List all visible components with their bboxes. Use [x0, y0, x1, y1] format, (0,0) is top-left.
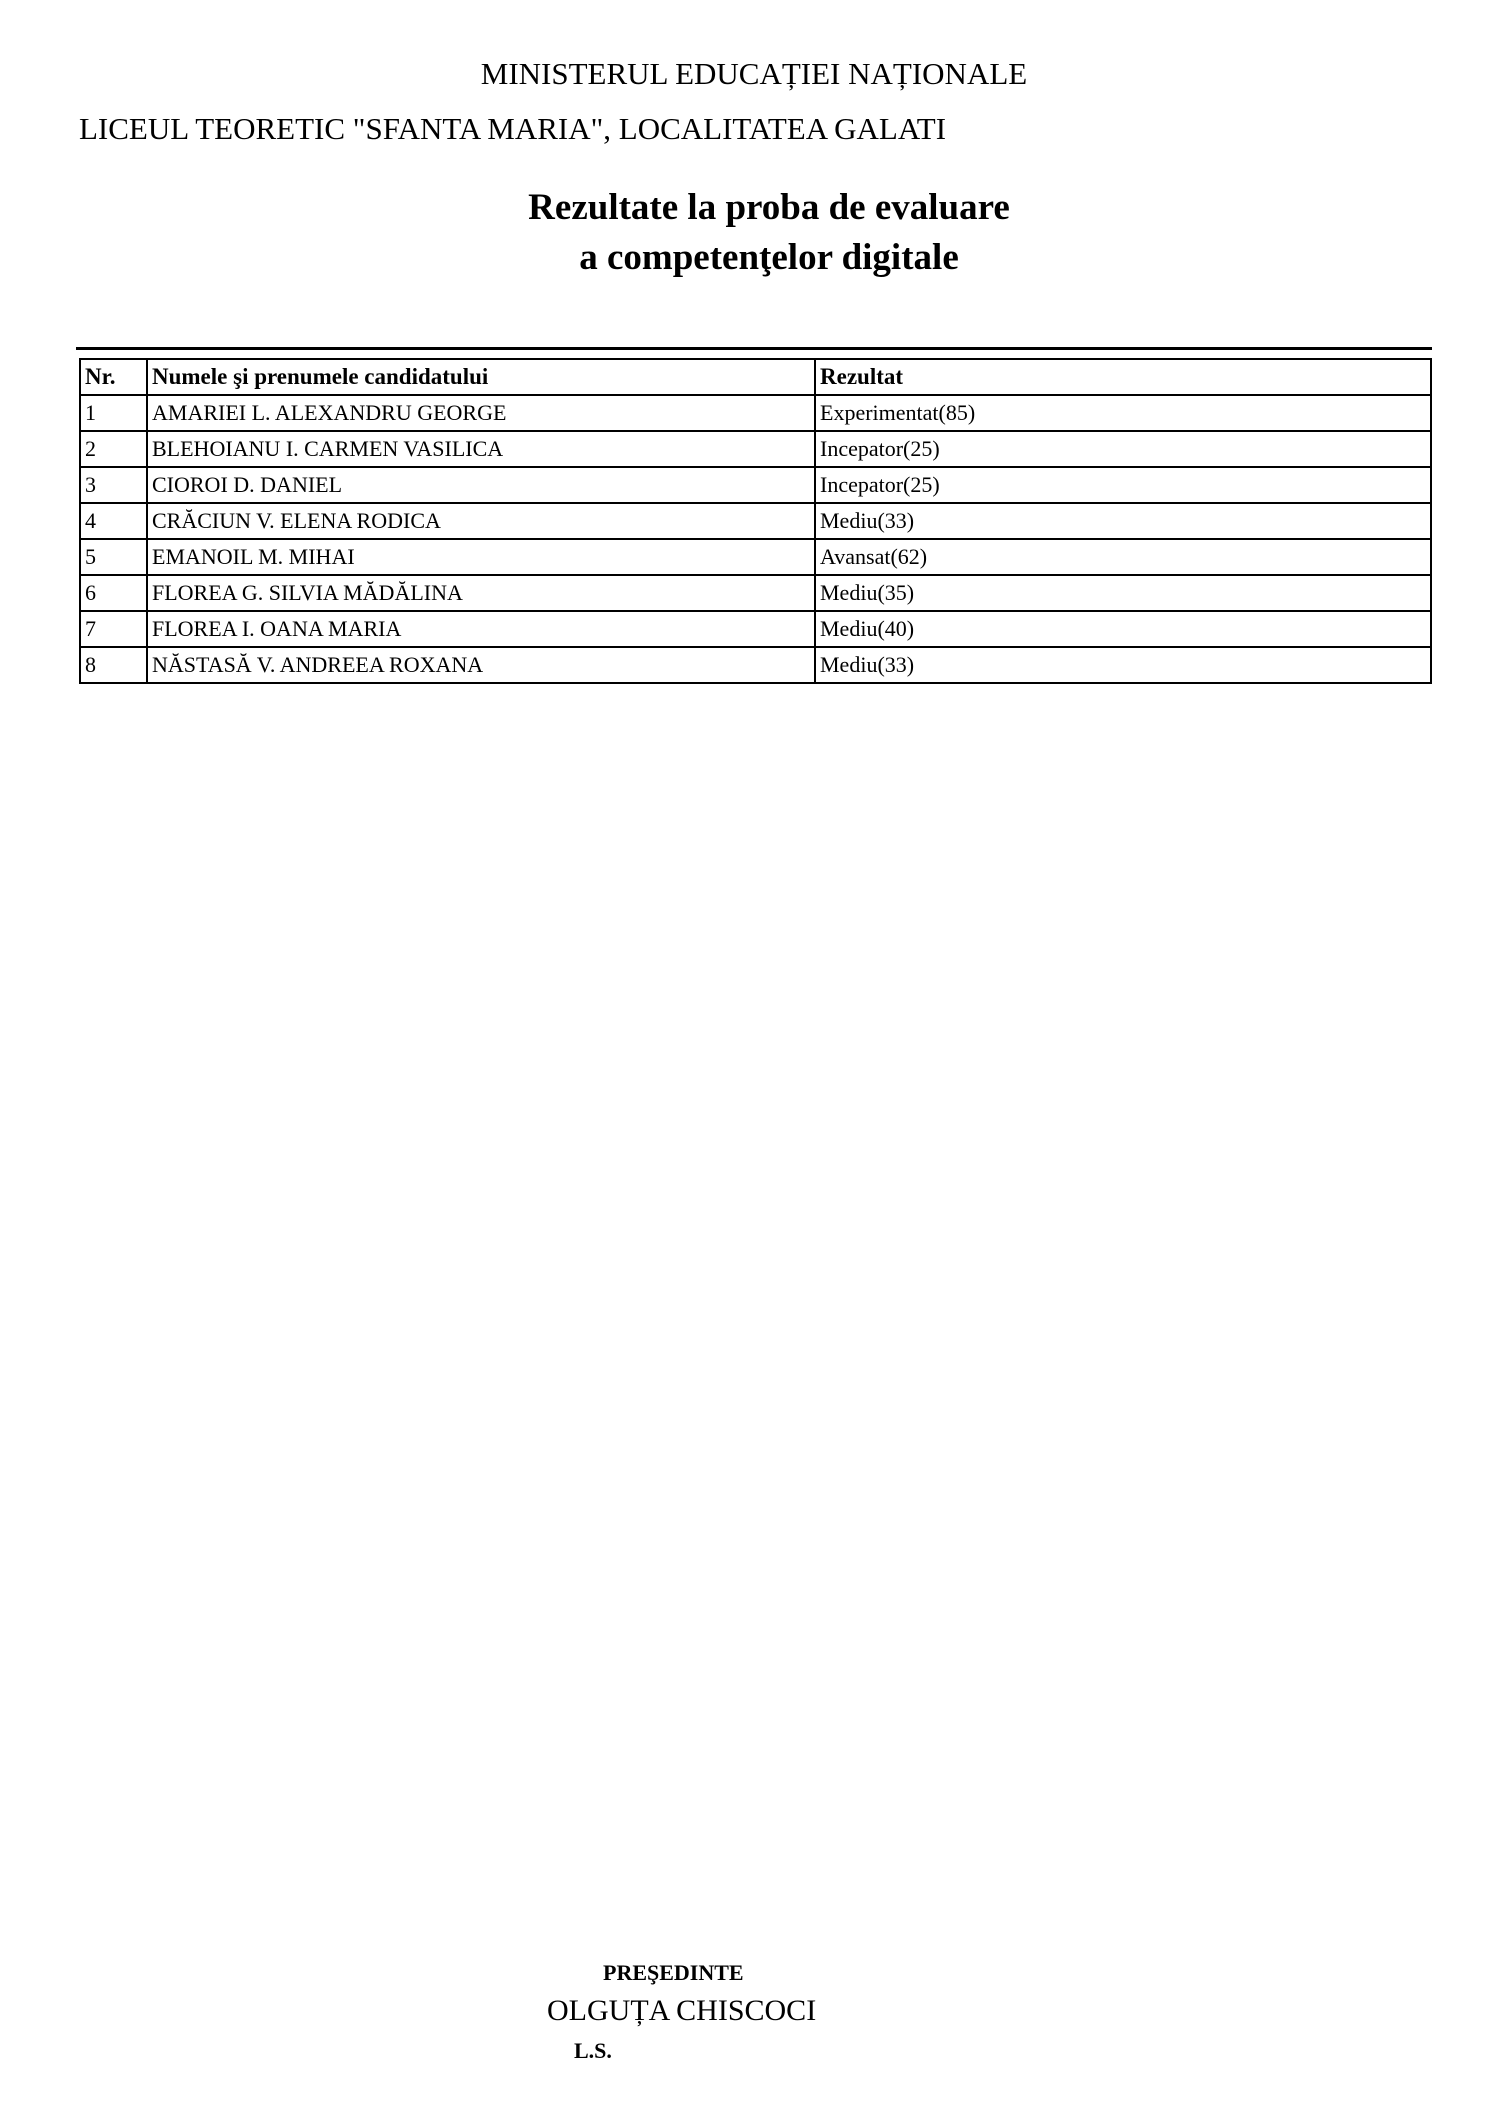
president-label: PREŞEDINTE — [603, 1960, 744, 1985]
cell-name: NĂSTASĂ V. ANDREEA ROXANA — [147, 647, 815, 683]
cell-nr: 5 — [80, 539, 147, 575]
cell-result: Incepator(25) — [815, 467, 1431, 503]
cell-result: Experimentat(85) — [815, 395, 1431, 431]
divider — [76, 347, 1432, 350]
cell-result: Mediu(33) — [815, 647, 1431, 683]
table-row — [80, 575, 1431, 611]
cell-name: CRĂCIUN V. ELENA RODICA — [147, 503, 815, 539]
document-heading-line2: a competenţelor digitale — [579, 237, 959, 278]
column-header-nr: Nr. — [80, 359, 147, 395]
cell-name: FLOREA I. OANA MARIA — [147, 611, 815, 647]
cell-nr: 7 — [80, 611, 147, 647]
president-name: OLGUȚA CHISCOCI — [547, 1994, 817, 2027]
column-header-name: Numele şi prenumele candidatului — [147, 359, 815, 395]
cell-result: Mediu(33) — [815, 503, 1431, 539]
cell-nr: 8 — [80, 647, 147, 683]
cell-nr: 1 — [80, 395, 147, 431]
table-row — [80, 395, 1431, 431]
cell-nr: 2 — [80, 431, 147, 467]
cell-result: Avansat(62) — [815, 539, 1431, 575]
table-row — [80, 611, 1431, 647]
ministry-title: MINISTERUL EDUCAȚIEI NAȚIONALE — [480, 56, 1028, 91]
cell-name: AMARIEI L. ALEXANDRU GEORGE — [147, 395, 815, 431]
document-heading-line1: Rezultate la proba de evaluare — [528, 187, 1010, 228]
table-row — [80, 431, 1431, 467]
school-title: LICEUL TEORETIC "SFANTA MARIA", LOCALITATEA GALATI — [79, 111, 947, 146]
table-row — [80, 503, 1431, 539]
cell-nr: 4 — [80, 503, 147, 539]
stamp-label: L.S. — [574, 2038, 612, 2063]
cell-name: EMANOIL M. MIHAI — [147, 539, 815, 575]
cell-result: Mediu(35) — [815, 575, 1431, 611]
table-row — [80, 539, 1431, 575]
cell-result: Incepator(25) — [815, 431, 1431, 467]
cell-name: FLOREA G. SILVIA MĂDĂLINA — [147, 575, 815, 611]
table-header-row — [80, 359, 1431, 395]
column-header-result: Rezultat — [815, 359, 1431, 395]
table-row — [80, 467, 1431, 503]
cell-name: BLEHOIANU I. CARMEN VASILICA — [147, 431, 815, 467]
cell-name: CIOROI D. DANIEL — [147, 467, 815, 503]
cell-result: Mediu(40) — [815, 611, 1431, 647]
table-row — [80, 647, 1431, 683]
results-table — [79, 358, 1432, 684]
cell-nr: 3 — [80, 467, 147, 503]
cell-nr: 6 — [80, 575, 147, 611]
